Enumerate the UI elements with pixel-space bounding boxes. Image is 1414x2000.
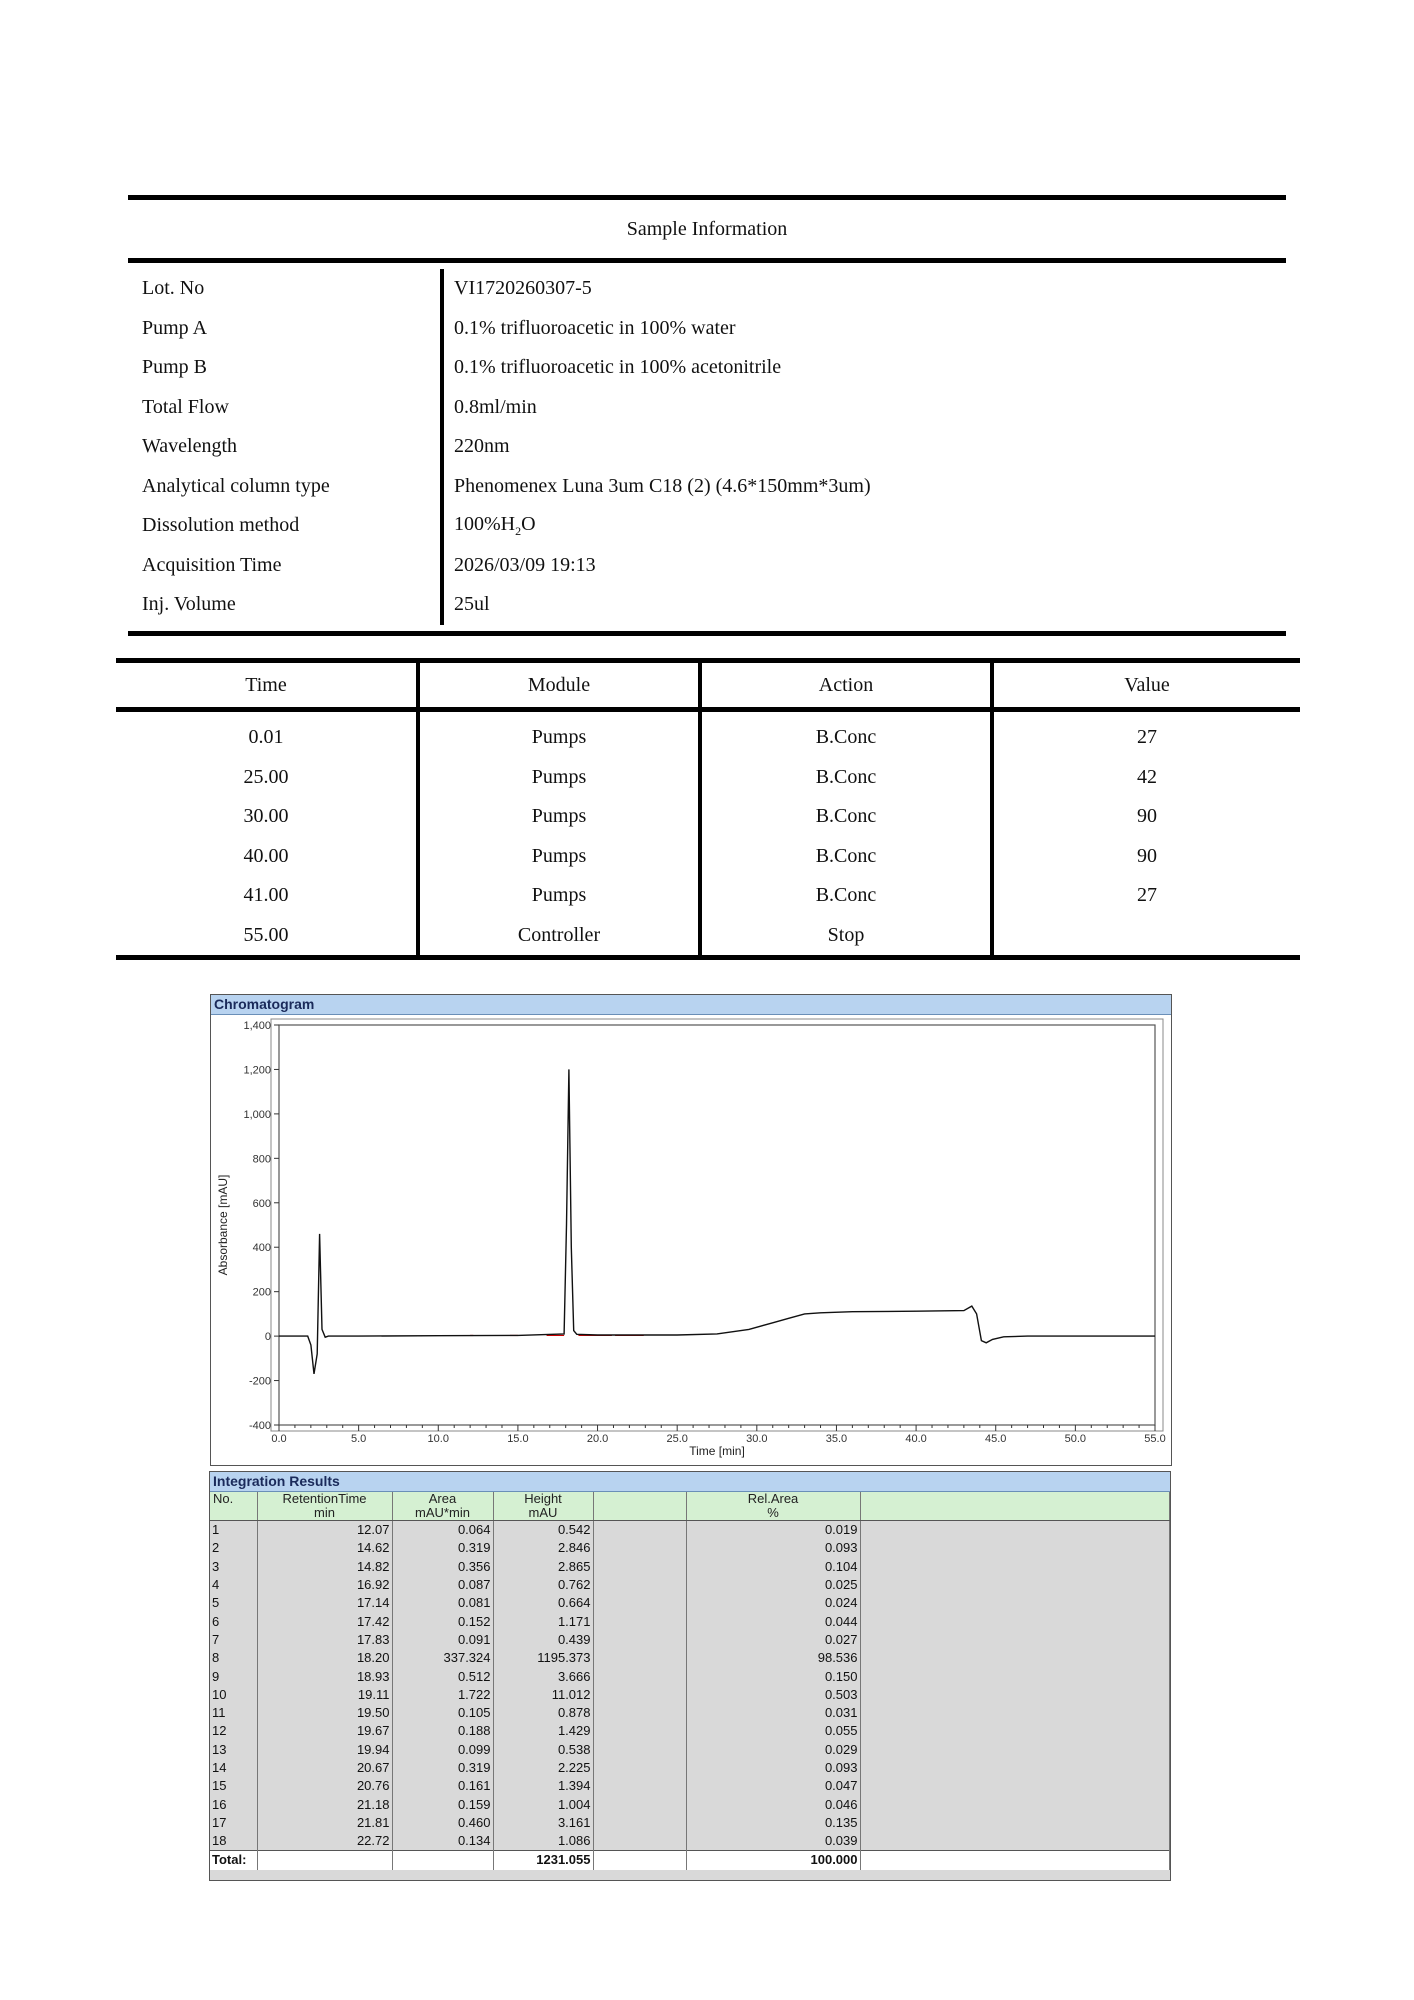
gradient-module: Pumps [418,710,700,758]
sample-info-value: 25ul [454,593,490,616]
peak-no: 16 [210,1795,257,1813]
value-subscript: 2 [515,523,522,538]
peak-no: 11 [210,1704,257,1722]
x-tick-label: 20.0 [586,1433,609,1445]
gradient-module: Pumps [418,758,700,798]
gradient-action: Stop [700,916,992,956]
area: 0.356 [392,1558,493,1576]
blank-cell [860,1649,1170,1667]
sample-info-value: VI1720260307-5 [454,277,592,300]
rel-area: 0.093 [686,1539,860,1557]
blank-cell [860,1832,1170,1851]
blank-cell [593,1777,686,1795]
height: 2.865 [493,1558,593,1576]
retention-time: 21.18 [257,1795,392,1813]
x-tick-label: 5.0 [350,1433,367,1445]
rel-area: 0.055 [686,1722,860,1740]
gradient-module: Pumps [418,837,700,877]
gradient-row [116,710,1300,758]
sample-info-value [442,506,1286,546]
rel-area: 0.019 [686,1521,860,1540]
rel-area: 0.027 [686,1631,860,1649]
col-area: Area [392,1492,493,1506]
blank-cell [860,1667,1170,1685]
sample-info-row [128,585,1286,625]
y-tick-label: 1,000 [243,1108,271,1121]
area: 0.188 [392,1722,493,1740]
col-blank-1 [593,1492,686,1506]
rel-area: 0.135 [686,1814,860,1832]
value-text: O [521,512,536,535]
retention-time: 16.92 [257,1576,392,1594]
sample-info-key: Pump B [128,348,442,388]
blank-cell [860,1741,1170,1759]
blank-cell [593,1851,686,1870]
unit-no [210,1506,257,1521]
height: 1.004 [493,1795,593,1813]
blank-cell [593,1741,686,1759]
peak-no: 2 [210,1539,257,1557]
table-row [210,1576,1170,1594]
integration-results-table [210,1492,1170,1870]
peak-no: 8 [210,1649,257,1667]
peak-no: 4 [210,1576,257,1594]
x-tick-label: 30.0 [746,1433,768,1445]
blank-cell [593,1795,686,1813]
table-row [210,1777,1170,1795]
rel-area: 0.503 [686,1686,860,1704]
gradient-action: B.Conc [700,797,992,837]
table-row [210,1759,1170,1777]
sample-info-row [128,546,1286,586]
gradient-value [992,916,1300,956]
blank-cell [860,1612,1170,1630]
height: 2.846 [493,1539,593,1557]
gradient-row [116,876,1300,916]
sample-information-table [128,195,1286,636]
height: 1195.373 [493,1649,593,1667]
area: 0.105 [392,1704,493,1722]
total-label: Total: [210,1851,257,1870]
height: 2.225 [493,1759,593,1777]
unit-rel-area: % [686,1506,860,1521]
table-row [210,1594,1170,1612]
table-row [210,1558,1170,1576]
gradient-time: 25.00 [116,758,418,798]
col-value: Value [992,663,1300,710]
height: 3.666 [493,1667,593,1685]
blank-cell [860,1759,1170,1777]
sample-info-row [128,309,1286,349]
blank-cell [593,1521,686,1540]
height: 0.538 [493,1741,593,1759]
blank-cell [860,1814,1170,1832]
rel-area: 0.046 [686,1795,860,1813]
sample-info-value: 0.8ml/min [454,395,537,418]
x-tick-label: 50.0 [1064,1433,1087,1445]
blank-cell [593,1686,686,1704]
gradient-value: 90 [1137,805,1157,828]
sample-info-value: 0.1% trifluoroacetic in 100% water [454,316,736,339]
blank-cell [257,1851,392,1870]
sample-info-key: Acquisition Time [128,546,442,586]
sample-info-row [128,506,1286,546]
gradient-module: Controller [418,916,700,956]
height: 0.439 [493,1631,593,1649]
rel-area: 0.039 [686,1832,860,1851]
table-row [210,1814,1170,1832]
col-retention-time: RetentionTime [257,1492,392,1506]
area: 0.081 [392,1594,493,1612]
peak-no: 17 [210,1814,257,1832]
gradient-time: 55.00 [116,916,418,956]
peak-no: 12 [210,1722,257,1740]
rel-area: 0.093 [686,1759,860,1777]
area: 1.722 [392,1686,493,1704]
sample-info-value: 2026/03/09 19:13 [454,553,596,576]
blank-cell [593,1722,686,1740]
total-height: 1231.055 [493,1851,593,1870]
gradient-module: Pumps [418,876,700,916]
blank-cell [593,1558,686,1576]
retention-time: 17.14 [257,1594,392,1612]
sample-info-key: Pump A [128,309,442,349]
sample-info-key: Dissolution method [128,506,442,546]
peak-no: 1 [210,1521,257,1540]
table-row [210,1704,1170,1722]
gradient-action: B.Conc [700,837,992,877]
y-tick-label: 400 [252,1242,271,1255]
rel-area: 0.047 [686,1777,860,1795]
blank-cell [593,1759,686,1777]
col-action: Action [700,663,992,710]
sample-info-row [128,467,1286,507]
y-axis-label: Absorbance [mAU] [216,1174,230,1276]
peak-no: 15 [210,1777,257,1795]
peak-no: 6 [210,1612,257,1630]
retention-time: 22.72 [257,1832,392,1851]
x-axis-label: Time [min] [689,1444,745,1458]
col-time: Time [116,663,418,710]
gradient-value: 42 [1137,765,1157,788]
sample-info-row [128,427,1286,467]
integration-results-panel [209,1471,1171,1881]
y-tick-label: 0 [264,1331,271,1344]
height: 0.542 [493,1521,593,1540]
retention-time: 18.93 [257,1667,392,1685]
blank-cell [593,1631,686,1649]
value-text: 100%H [454,512,516,535]
gradient-module: Pumps [418,797,700,837]
retention-time: 17.83 [257,1631,392,1649]
peak-no: 10 [210,1686,257,1704]
sample-info-value: 220nm [454,435,510,458]
x-tick-label: 55.0 [1144,1433,1166,1445]
table-row [210,1612,1170,1630]
blank-cell [593,1539,686,1557]
blank-cell [860,1777,1170,1795]
retention-time: 20.67 [257,1759,392,1777]
area: 0.161 [392,1777,493,1795]
unit-blank-2 [860,1506,1170,1521]
height: 11.012 [493,1686,593,1704]
gradient-row [116,837,1300,877]
x-tick-label: 45.0 [985,1433,1007,1445]
area: 0.087 [392,1576,493,1594]
gradient-value: 27 [1137,726,1157,749]
blank-cell [593,1704,686,1722]
area: 0.460 [392,1814,493,1832]
area: 0.064 [392,1521,493,1540]
table-row [210,1631,1170,1649]
gradient-time: 0.01 [116,710,418,758]
rel-area: 0.044 [686,1612,860,1630]
rel-area: 0.031 [686,1704,860,1722]
retention-time: 12.07 [257,1521,392,1540]
sample-info-row [128,348,1286,388]
table-row [210,1832,1170,1851]
unit-height: mAU [493,1506,593,1521]
gradient-value: 90 [1137,844,1157,867]
sample-info-key: Wavelength [128,427,442,467]
retention-time: 14.62 [257,1539,392,1557]
retention-time: 20.76 [257,1777,392,1795]
table-row [210,1795,1170,1813]
y-tick-label: 200 [252,1286,271,1299]
rel-area: 0.029 [686,1741,860,1759]
blank-cell [860,1704,1170,1722]
integration-results-header: Integration Results [210,1472,1170,1492]
total-row [210,1851,1170,1870]
gradient-action: B.Conc [700,758,992,798]
blank-cell [860,1722,1170,1740]
x-tick-label: 10.0 [427,1433,449,1445]
blank-cell [593,1649,686,1667]
y-tick-label: -400 [248,1420,271,1432]
area: 0.319 [392,1539,493,1557]
blank-cell [860,1558,1170,1576]
area: 0.319 [392,1759,493,1777]
y-tick-label: -200 [248,1375,271,1388]
peak-no: 7 [210,1631,257,1649]
plot-area [279,1025,1155,1425]
area: 0.091 [392,1631,493,1649]
gradient-value: 27 [1137,884,1157,907]
gradient-row [116,758,1300,798]
peak-no: 5 [210,1594,257,1612]
col-module: Module [418,663,700,710]
gradient-time: 40.00 [116,837,418,877]
gradient-time: 30.00 [116,797,418,837]
x-tick-label: 15.0 [507,1433,529,1445]
gradient-action: B.Conc [700,876,992,916]
retention-time: 17.42 [257,1612,392,1630]
unit-retention-time: min [257,1506,392,1521]
rel-area: 0.150 [686,1667,860,1685]
gradient-action: B.Conc [700,710,992,758]
blank-cell [392,1851,493,1870]
x-tick-label: 35.0 [825,1433,848,1445]
y-tick-label: 1,200 [243,1064,271,1077]
blank-cell [860,1631,1170,1649]
area: 0.099 [392,1741,493,1759]
table-row [210,1686,1170,1704]
height: 1.394 [493,1777,593,1795]
gradient-header-row [116,663,1300,710]
chromatogram-chart [211,1015,1169,1463]
sample-info-key: Total Flow [128,388,442,428]
blank-cell [860,1851,1170,1870]
area: 337.324 [392,1649,493,1667]
table-row [210,1539,1170,1557]
sample-info-key: Analytical column type [128,467,442,507]
peak-no: 9 [210,1667,257,1685]
blank-cell [860,1521,1170,1540]
chromatogram-header: Chromatogram [211,995,1171,1015]
sample-info-key: Lot. No [128,269,442,309]
height: 0.762 [493,1576,593,1594]
sample-info-key: Inj. Volume [128,585,442,625]
y-tick-label: 600 [252,1197,271,1210]
blank-cell [860,1576,1170,1594]
gradient-row [116,916,1300,956]
retention-time: 19.67 [257,1722,392,1740]
area: 0.159 [392,1795,493,1813]
sample-info-row [128,388,1286,428]
height: 0.664 [493,1594,593,1612]
blank-cell [593,1594,686,1612]
area: 0.134 [392,1832,493,1851]
chromatogram-panel [210,994,1172,1466]
x-tick-label: 40.0 [905,1433,927,1445]
height: 3.161 [493,1814,593,1832]
x-tick-label: 0.0 [271,1433,287,1445]
y-tick-label: 800 [252,1153,271,1166]
rel-area: 0.025 [686,1576,860,1594]
blank-cell [593,1667,686,1685]
table-row [210,1722,1170,1740]
retention-time: 14.82 [257,1558,392,1576]
col-blank-2 [860,1492,1170,1506]
col-rel-area: Rel.Area [686,1492,860,1506]
rel-area: 98.536 [686,1649,860,1667]
rel-area: 0.024 [686,1594,860,1612]
blank-cell [593,1576,686,1594]
height: 1.086 [493,1832,593,1851]
table-row [210,1649,1170,1667]
blank-cell [593,1814,686,1832]
height: 0.878 [493,1704,593,1722]
blank-cell [860,1594,1170,1612]
table-row [210,1521,1170,1540]
blank-cell [860,1539,1170,1557]
retention-time: 19.11 [257,1686,392,1704]
area: 0.512 [392,1667,493,1685]
peak-no: 3 [210,1558,257,1576]
blank-cell [860,1686,1170,1704]
x-tick-label: 25.0 [666,1433,688,1445]
table-row [210,1741,1170,1759]
gradient-time: 41.00 [116,876,418,916]
area: 0.152 [392,1612,493,1630]
table-row [210,1667,1170,1685]
retention-time: 19.50 [257,1704,392,1722]
retention-time: 19.94 [257,1741,392,1759]
gradient-row [116,797,1300,837]
sample-info-value: Phenomenex Luna 3um C18 (2) (4.6*150mm*3um) [454,474,871,497]
sample-info-value: 0.1% trifluoroacetic in 100% acetonitrile [454,356,782,379]
unit-area: mAU*min [392,1506,493,1521]
blank-cell [593,1612,686,1630]
height: 1.429 [493,1722,593,1740]
y-tick-label: 1,400 [243,1020,271,1032]
peak-no: 13 [210,1741,257,1759]
total-rel-area: 100.000 [686,1851,860,1870]
peak-no: 18 [210,1832,257,1851]
height: 1.171 [493,1612,593,1630]
unit-blank-1 [593,1506,686,1521]
col-no: No. [210,1492,257,1506]
sample-information-title: Sample Information [128,200,1286,263]
gradient-program-table [116,658,1300,960]
retention-time: 18.20 [257,1649,392,1667]
blank-cell [860,1795,1170,1813]
col-height: Height [493,1492,593,1506]
blank-cell [593,1832,686,1851]
retention-time: 21.81 [257,1814,392,1832]
peak-no: 14 [210,1759,257,1777]
rel-area: 0.104 [686,1558,860,1576]
sample-info-row [128,269,1286,309]
